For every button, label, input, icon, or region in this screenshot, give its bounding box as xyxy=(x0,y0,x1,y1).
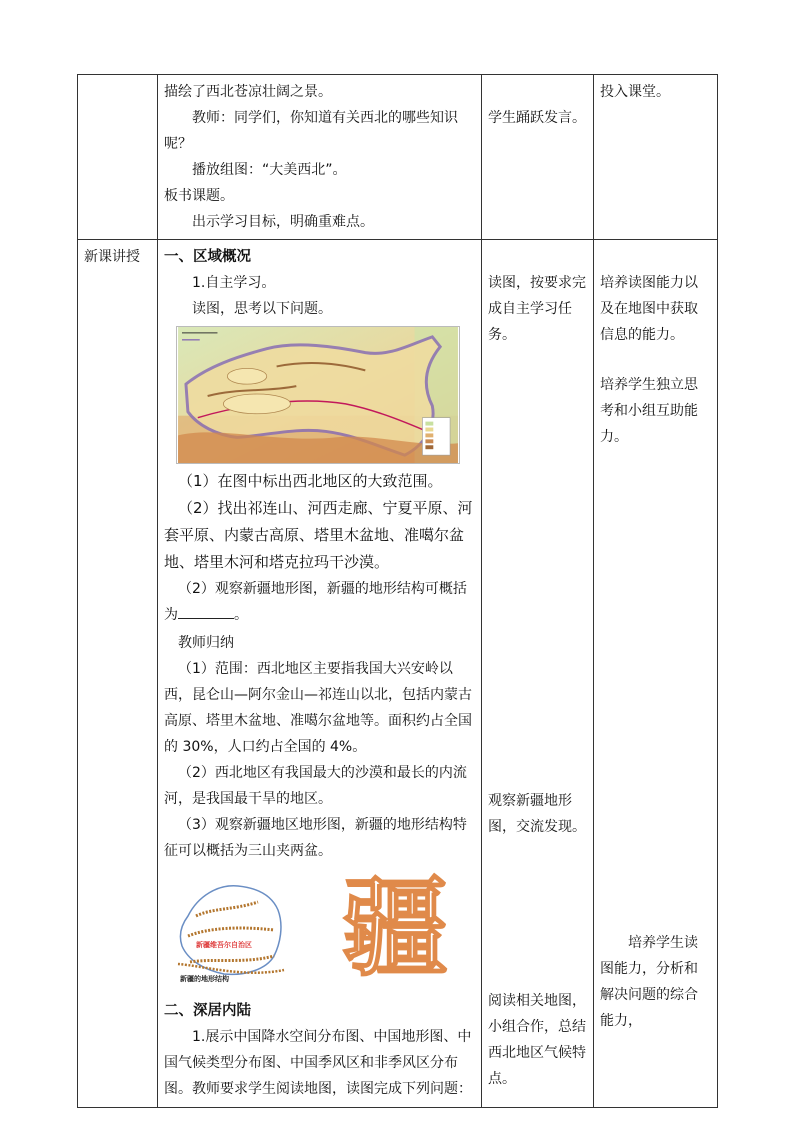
text-line: 读图，按要求完成自主学习任务。 xyxy=(488,275,586,343)
answer-text: （2）西北地区有我国最大的沙漠和最长的内流河，是我国最干旱的地区。 xyxy=(164,765,467,807)
text-line: 培养学生读图能力，分析和解决问题的综合能力， xyxy=(600,935,698,1029)
question-text: （1）在图中标出西北地区的大致范围。 xyxy=(178,472,443,490)
northwest-topographic-map xyxy=(176,326,460,464)
xinjiang-map-figure xyxy=(174,870,290,994)
student-activity-cell xyxy=(482,240,594,1108)
design-purpose-cell xyxy=(594,75,718,240)
text-line: 培养读图能力以及在地图中获取信息的能力。 xyxy=(600,275,698,343)
answer-blank xyxy=(178,605,234,619)
lesson-plan-table xyxy=(77,74,718,1108)
question-body: （2）观察新疆地形图，新疆的地形结构可概括为 xyxy=(164,581,467,623)
student-activity-cell xyxy=(482,75,594,240)
answer-text: （1）范围：西北地区主要指我国大兴安岭以西，昆仑山—阿尔金山—祁连山以北，包括内蒙古高原、塔里木盆地、准噶尔盆地等。面积约占全国的 30%，人口约占全国的 4%。 xyxy=(164,661,472,755)
text-line: 1.自主学习。 xyxy=(192,275,276,291)
text-line: 阅读相关地图，小组合作，总结西北地区气候特点。 xyxy=(488,993,586,1087)
teacher-activity-cell xyxy=(158,240,482,1108)
design-purpose-cell xyxy=(594,240,718,1108)
text-line: 描绘了西北苍凉壮阔之景。 xyxy=(164,84,332,100)
text-line: 板书课题。 xyxy=(164,188,234,204)
text-line: 1.展示中国降水空间分布图、中国地形图、中国气候类型分布图、中国季风区和非季风区分布图。教师要求学生阅读地图，读图完成下列问题： xyxy=(164,1029,472,1097)
text-line: 出示学习目标，明确重难点。 xyxy=(192,214,374,230)
stage-cell: 新课讲授 xyxy=(78,240,158,1108)
question-text: （2）找出祁连山、河西走廊、宁夏平原、河套平原、内蒙古高原、塔里木盆地、准噶尔盆地、塔里木河和塔克拉玛干沙漠。 xyxy=(164,499,473,571)
section-heading: 二、深居内陆 xyxy=(164,1003,251,1019)
teacher-activity-cell xyxy=(158,75,482,240)
subheading: 教师归纳 xyxy=(178,635,234,651)
question-text xyxy=(164,576,475,628)
table-row xyxy=(78,75,718,240)
jiang-character-outline: 疆 xyxy=(342,867,448,990)
question-end: 。 xyxy=(234,607,248,623)
section-heading: 一、区域概况 xyxy=(164,249,251,265)
text-line: 教师：同学们，你知道有关西北的哪些知识呢？ xyxy=(164,110,458,152)
text-line: 学生踊跃发言。 xyxy=(488,110,586,126)
map-label: 新疆维吾尔自治区 xyxy=(196,941,252,949)
stage-cell xyxy=(78,75,158,240)
figure-caption: 新疆的地形结构 xyxy=(180,975,229,983)
answer-text: （3）观察新疆地区地形图，新疆的地形结构特征可以概括为三山夹两盆。 xyxy=(164,817,467,859)
text-line: 播放组图：“大美西北”。 xyxy=(192,162,347,178)
text-line: 读图，思考以下问题。 xyxy=(192,301,332,317)
text-line: 投入课堂。 xyxy=(600,84,670,100)
xinjiang-figure-row xyxy=(174,867,475,994)
table-row xyxy=(78,240,718,1108)
text-line: 观察新疆地形图，交流发现。 xyxy=(488,793,586,835)
text-line: 培养学生独立思考和小组互助能力。 xyxy=(600,377,698,445)
